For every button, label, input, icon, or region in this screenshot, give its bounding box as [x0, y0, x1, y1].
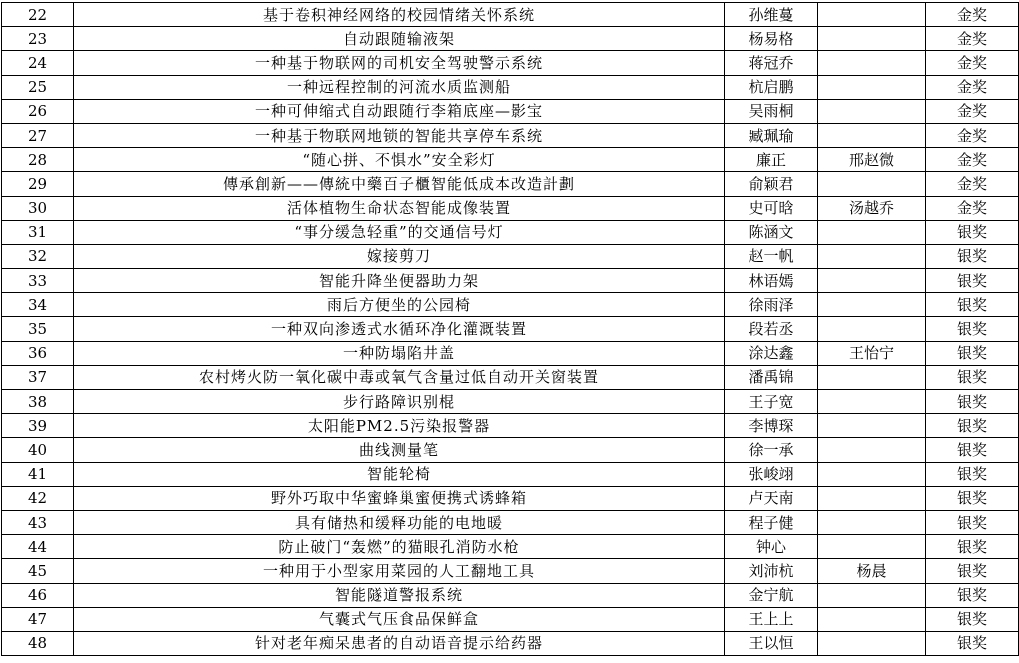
award-level: 银奖 — [926, 317, 1019, 341]
award-level: 金奖 — [926, 172, 1019, 196]
project-title: 防止破门“轰燃”的猫眼孔消防水枪 — [74, 535, 725, 559]
award-level: 金奖 — [926, 75, 1019, 99]
coauthor-name — [818, 27, 926, 51]
table-row — [2, 390, 1019, 414]
project-title: 针对老年痴呆患者的自动语音提示给药器 — [74, 631, 725, 655]
coauthor-name: 汤越乔 — [818, 196, 926, 220]
table-row — [2, 27, 1019, 51]
award-level: 银奖 — [926, 365, 1019, 389]
row-number: 24 — [2, 51, 74, 75]
awards-table — [1, 2, 1019, 656]
project-title: 农村烤火防一氧化碳中毒或氧气含量过低自动开关窗装置 — [74, 365, 725, 389]
project-title: 一种用于小型家用菜园的人工翻地工具 — [74, 559, 725, 583]
author-name: 陈涵文 — [725, 220, 818, 244]
coauthor-name — [818, 535, 926, 559]
author-name: 吴雨桐 — [725, 99, 818, 123]
project-title: 一种远程控制的河流水质监测船 — [74, 75, 725, 99]
project-title: 智能隧道警报系统 — [74, 583, 725, 607]
coauthor-name: 邢赵微 — [818, 148, 926, 172]
author-name: 钟心 — [725, 535, 818, 559]
row-number: 37 — [2, 365, 74, 389]
table-row — [2, 317, 1019, 341]
coauthor-name — [818, 510, 926, 534]
coauthor-name — [818, 462, 926, 486]
table-row — [2, 148, 1019, 172]
award-level: 金奖 — [926, 123, 1019, 147]
author-name: 李博琛 — [725, 414, 818, 438]
coauthor-name: 杨晨 — [818, 559, 926, 583]
project-title: 雨后方便坐的公园椅 — [74, 293, 725, 317]
author-name: 俞颖君 — [725, 172, 818, 196]
coauthor-name — [818, 75, 926, 99]
row-number: 27 — [2, 123, 74, 147]
project-title: 气囊式气压食品保鲜盒 — [74, 607, 725, 631]
table-row — [2, 75, 1019, 99]
author-name: 张峻翊 — [725, 462, 818, 486]
author-name: 史可晗 — [725, 196, 818, 220]
row-number: 48 — [2, 631, 74, 655]
project-title: 一种可伸缩式自动跟随行李箱底座—影宝 — [74, 99, 725, 123]
coauthor-name — [818, 269, 926, 293]
author-name: 王上上 — [725, 607, 818, 631]
author-name: 徐一承 — [725, 438, 818, 462]
table-row — [2, 99, 1019, 123]
row-number: 34 — [2, 293, 74, 317]
coauthor-name — [818, 99, 926, 123]
project-title: 自动跟随输液架 — [74, 27, 725, 51]
author-name: 孙维蔓 — [725, 3, 818, 27]
table-row — [2, 486, 1019, 510]
table-row — [2, 365, 1019, 389]
row-number: 29 — [2, 172, 74, 196]
award-level: 银奖 — [926, 293, 1019, 317]
author-name: 徐雨泽 — [725, 293, 818, 317]
author-name: 林语嫣 — [725, 269, 818, 293]
table-row — [2, 559, 1019, 583]
table-row — [2, 196, 1019, 220]
row-number: 26 — [2, 99, 74, 123]
award-level: 银奖 — [926, 438, 1019, 462]
project-title: 一种基于物联网地锁的智能共享停车系统 — [74, 123, 725, 147]
coauthor-name: 王怡宁 — [818, 341, 926, 365]
table-row — [2, 51, 1019, 75]
award-level: 银奖 — [926, 341, 1019, 365]
author-name: 杭启鹏 — [725, 75, 818, 99]
award-level: 银奖 — [926, 220, 1019, 244]
project-title: 具有储热和缓释功能的电地暖 — [74, 510, 725, 534]
row-number: 32 — [2, 244, 74, 268]
row-number: 35 — [2, 317, 74, 341]
author-name: 潘禹锦 — [725, 365, 818, 389]
project-title: 太阳能PM2.5污染报警器 — [74, 414, 725, 438]
coauthor-name — [818, 317, 926, 341]
row-number: 36 — [2, 341, 74, 365]
table-row — [2, 172, 1019, 196]
coauthor-name — [818, 51, 926, 75]
table-row — [2, 414, 1019, 438]
row-number: 28 — [2, 148, 74, 172]
award-level: 银奖 — [926, 631, 1019, 655]
author-name: 段若丞 — [725, 317, 818, 341]
coauthor-name — [818, 486, 926, 510]
award-level: 银奖 — [926, 414, 1019, 438]
project-title: 曲线测量笔 — [74, 438, 725, 462]
project-title: 步行路障识别棍 — [74, 390, 725, 414]
award-level: 银奖 — [926, 607, 1019, 631]
award-level: 银奖 — [926, 559, 1019, 583]
table-row — [2, 123, 1019, 147]
row-number: 40 — [2, 438, 74, 462]
award-level: 银奖 — [926, 244, 1019, 268]
coauthor-name — [818, 3, 926, 27]
coauthor-name — [818, 365, 926, 389]
row-number: 45 — [2, 559, 74, 583]
project-title: 基于卷积神经网络的校园情绪关怀系统 — [74, 3, 725, 27]
row-number: 41 — [2, 462, 74, 486]
award-level: 金奖 — [926, 148, 1019, 172]
row-number: 31 — [2, 220, 74, 244]
row-number: 25 — [2, 75, 74, 99]
table-row — [2, 607, 1019, 631]
table-row — [2, 244, 1019, 268]
coauthor-name — [818, 220, 926, 244]
award-level: 银奖 — [926, 390, 1019, 414]
coauthor-name — [818, 390, 926, 414]
row-number: 38 — [2, 390, 74, 414]
table-row — [2, 462, 1019, 486]
award-level: 银奖 — [926, 269, 1019, 293]
table-row — [2, 341, 1019, 365]
author-name: 臧珮瑜 — [725, 123, 818, 147]
coauthor-name — [818, 631, 926, 655]
award-level: 金奖 — [926, 99, 1019, 123]
author-name: 蒋冠乔 — [725, 51, 818, 75]
coauthor-name — [818, 244, 926, 268]
coauthor-name — [818, 607, 926, 631]
table-row — [2, 583, 1019, 607]
coauthor-name — [818, 414, 926, 438]
project-title: “随心拼、不惧水”安全彩灯 — [74, 148, 725, 172]
author-name: 王以恒 — [725, 631, 818, 655]
project-title: 一种双向渗透式水循环净化灌溉装置 — [74, 317, 725, 341]
author-name: 卢天南 — [725, 486, 818, 510]
award-level: 金奖 — [926, 196, 1019, 220]
author-name: 金宁航 — [725, 583, 818, 607]
row-number: 44 — [2, 535, 74, 559]
award-level: 金奖 — [926, 51, 1019, 75]
row-number: 43 — [2, 510, 74, 534]
table-row — [2, 631, 1019, 655]
awards-table-body — [2, 3, 1019, 656]
project-title: 一种基于物联网的司机安全驾驶警示系统 — [74, 51, 725, 75]
coauthor-name — [818, 583, 926, 607]
coauthor-name — [818, 438, 926, 462]
author-name: 王子宽 — [725, 390, 818, 414]
row-number: 47 — [2, 607, 74, 631]
author-name: 杨易格 — [725, 27, 818, 51]
row-number: 22 — [2, 3, 74, 27]
row-number: 23 — [2, 27, 74, 51]
project-title: 野外巧取中华蜜蜂巢蜜便携式诱蜂箱 — [74, 486, 725, 510]
project-title: 活体植物生命状态智能成像装置 — [74, 196, 725, 220]
author-name: 刘沛杭 — [725, 559, 818, 583]
row-number: 46 — [2, 583, 74, 607]
award-level: 银奖 — [926, 535, 1019, 559]
project-title: 傳承創新——傳統中藥百子櫃智能低成本改造計劃 — [74, 172, 725, 196]
author-name: 涂达鑫 — [725, 341, 818, 365]
award-level: 银奖 — [926, 486, 1019, 510]
award-level: 银奖 — [926, 462, 1019, 486]
coauthor-name — [818, 172, 926, 196]
project-title: “事分缓急轻重”的交通信号灯 — [74, 220, 725, 244]
author-name: 廉正 — [725, 148, 818, 172]
table-row — [2, 510, 1019, 534]
row-number: 39 — [2, 414, 74, 438]
row-number: 42 — [2, 486, 74, 510]
coauthor-name — [818, 123, 926, 147]
award-level: 金奖 — [926, 3, 1019, 27]
table-row — [2, 220, 1019, 244]
award-level: 银奖 — [926, 510, 1019, 534]
table-row — [2, 535, 1019, 559]
project-title: 智能升降坐便器助力架 — [74, 269, 725, 293]
author-name: 程子健 — [725, 510, 818, 534]
coauthor-name — [818, 293, 926, 317]
award-level: 金奖 — [926, 27, 1019, 51]
project-title: 智能轮椅 — [74, 462, 725, 486]
author-name: 赵一帆 — [725, 244, 818, 268]
project-title: 嫁接剪刀 — [74, 244, 725, 268]
table-row — [2, 293, 1019, 317]
row-number: 30 — [2, 196, 74, 220]
table-row — [2, 3, 1019, 27]
table-row — [2, 269, 1019, 293]
award-level: 银奖 — [926, 583, 1019, 607]
table-row — [2, 438, 1019, 462]
row-number: 33 — [2, 269, 74, 293]
project-title: 一种防塌陷井盖 — [74, 341, 725, 365]
